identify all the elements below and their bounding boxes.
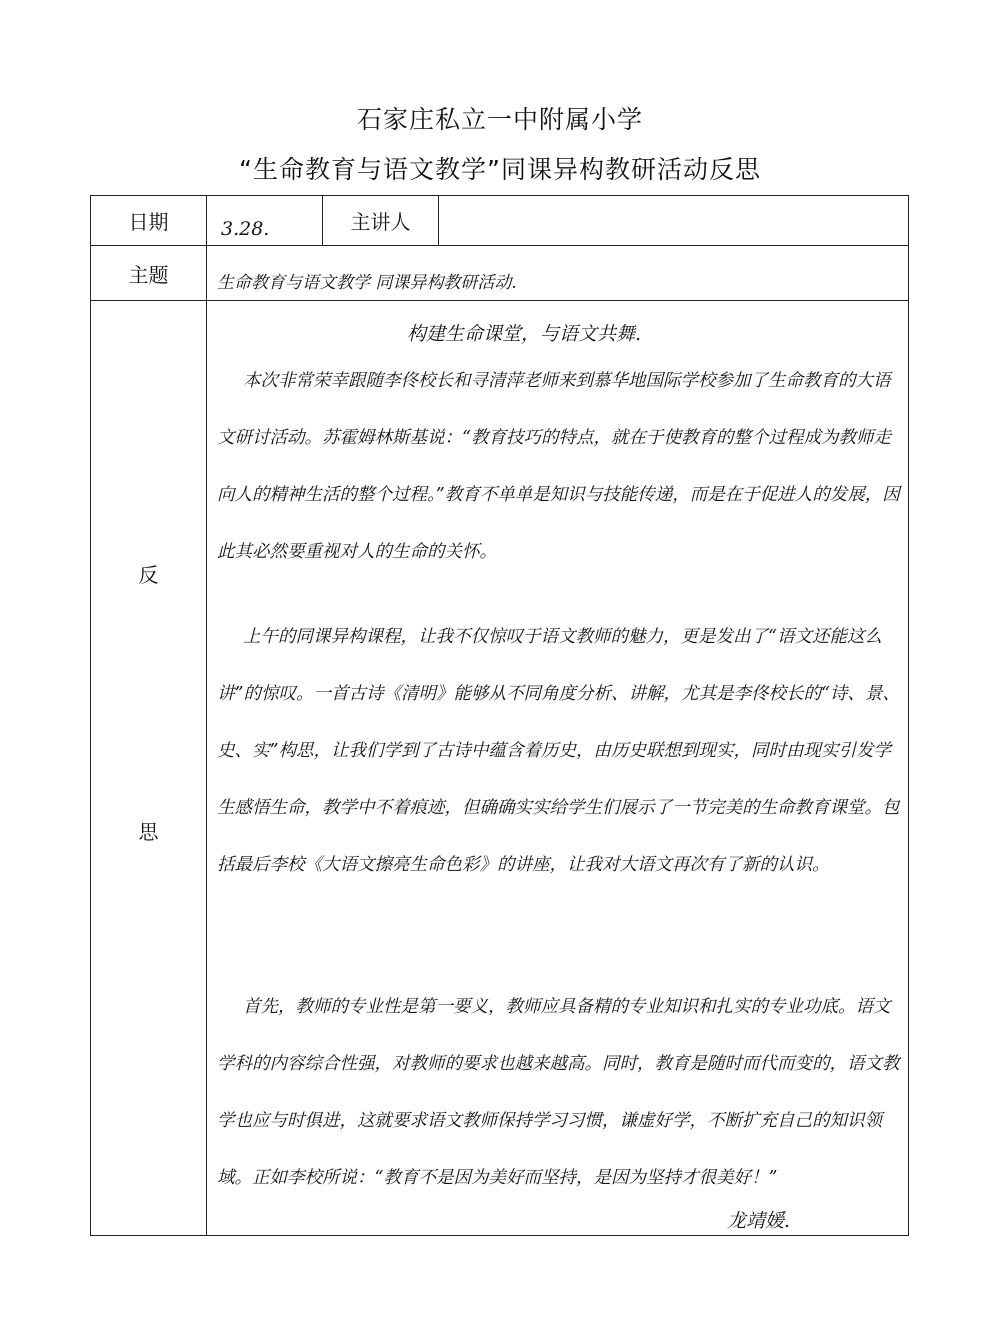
reflection-form-table [90, 195, 909, 1236]
reflection-label-char-2: 思 [138, 820, 159, 844]
theme-label: 主题 [91, 246, 207, 301]
essay-paragraph-2: 上午的同课异构课程，让我不仅惊叹于语文教师的魅力，更是发出了“语文还能这么讲”的惊叹。一首古诗《清明》能够从不同角度分析、讲解，尤其是李佟校长的“诗、景、史、实”构思，让我们学到了古诗中蕴含着历史，由历史联想到现实，同时由现实引发学生感悟生命，教学中不着痕迹，但确确实实给学生们展示了一节完美的生命教育课堂。包括最后李校《大语文擦亮生命色彩》的讲座，让我对大语文再次有了新的认识。 [217, 627, 900, 875]
reflection-content [207, 301, 909, 1236]
reflection-label [91, 301, 207, 1236]
theme-row [91, 246, 909, 301]
speaker-label: 主讲人 [323, 196, 439, 246]
theme-value: 生命教育与语文教学 同课异构教研活动. [207, 246, 909, 301]
date-row [91, 196, 909, 246]
essay-paragraph-3: 首先，教师的专业性是第一要义，教师应具备精的专业知识和扎实的专业功底。语文学科的内容综合性强，对教师的要求也越来越高。同时，教育是随时而代而变的，语文教学也应与时俱进，这就要求语文教师保持学习习惯，谦虚好学，不断扩充自己的知识领域。正如李校所说：“教育不是因为美好而坚持，是因为坚持才很美好！” [217, 997, 900, 1188]
speaker-value [439, 196, 909, 246]
signature: 龙靖媛. [727, 1210, 791, 1232]
date-label: 日期 [91, 196, 207, 246]
reflection-label-char-1: 反 [138, 563, 159, 587]
essay-title: 构建生命课堂，与语文共舞. [407, 323, 642, 345]
essay-paragraph-1: 本次非常荣幸跟随李佟校长和寻清萍老师来到慕华地国际学校参加了生命教育的大语文研讨活动。苏霍姆林斯基说：“教育技巧的特点，就在于使教育的整个过程成为教师走向人的精神生活的整个过程。”教育不单单是知识与技能传递，而是在于促进人的发展，因此其必然要重视对人的生命的关怀。 [217, 371, 900, 562]
date-value: 3.28. [207, 196, 323, 246]
reflection-row [91, 301, 909, 1236]
school-title: 石家庄私立一中附属小学 [356, 105, 643, 134]
form-subtitle: “生命教育与语文教学”同课异构教研活动反思 [239, 155, 761, 184]
